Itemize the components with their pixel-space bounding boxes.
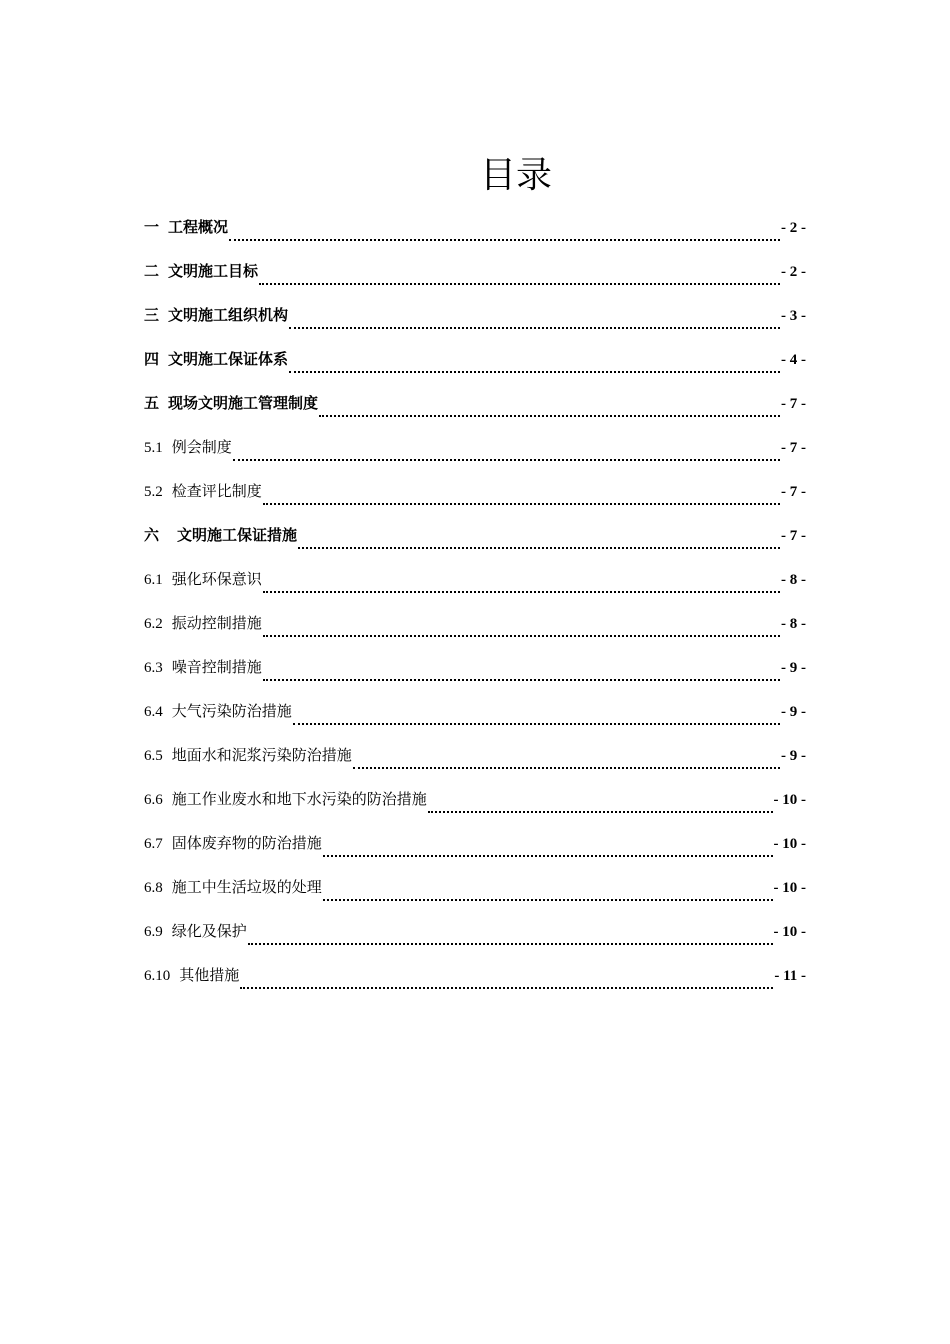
toc-page-number: - 7 - [781,528,806,544]
toc-entry-number: 6.3 [144,660,163,676]
toc-entry-text: 噪音控制措施 [171,660,262,676]
toc-entry-text: 施工作业废水和地下水污染的防治措施 [171,792,427,808]
toc-entry-number: 6.8 [144,880,163,896]
toc-entry[interactable] [144,656,806,700]
toc-page-number: - 4 - [781,352,806,368]
toc-entry-number: 6.2 [144,616,163,632]
toc-dot-leader [233,459,780,461]
toc-title: 目录 [479,155,552,197]
toc-page-number: - 10 - [773,924,806,940]
toc-entry[interactable] [144,700,806,744]
toc-dot-leader [248,943,773,945]
toc-entry-text: 固体废弃物的防治措施 [171,836,322,852]
toc-page-number: - 10 - [773,880,806,896]
toc-dot-leader [259,283,780,285]
toc-entry[interactable] [144,876,806,920]
toc-entry[interactable] [144,964,806,1008]
toc-entry[interactable] [144,260,806,304]
toc-list [144,216,806,1008]
toc-entry-number: 四 [144,352,160,368]
toc-entry[interactable] [144,392,806,436]
toc-entry-label [144,656,262,680]
toc-entry[interactable] [144,920,806,964]
toc-entry-text: 例会制度 [171,440,232,456]
toc-dot-leader [289,327,780,329]
toc-entry-text: 文明施工保证体系 [168,352,289,368]
toc-entry-label [144,964,239,988]
toc-entry-number: 六 [144,528,160,544]
toc-entry[interactable] [144,744,806,788]
toc-dot-leader [289,371,780,373]
toc-page-number: - 8 - [781,572,806,588]
toc-entry-text: 强化环保意识 [171,572,262,588]
toc-entry-text: 地面水和泥浆污染防治措施 [171,748,352,764]
toc-entry[interactable] [144,436,806,480]
toc-entry-number: 5.2 [144,484,163,500]
toc-dot-leader [428,811,773,813]
toc-entry-label [144,260,258,284]
toc-entry-number: 一 [144,220,160,236]
toc-entry[interactable] [144,348,806,392]
toc-entry[interactable] [144,304,806,348]
toc-page-number: - 11 - [774,968,806,984]
toc-entry[interactable] [144,568,806,612]
toc-entry-number: 三 [144,308,160,324]
toc-entry-label [144,920,247,944]
toc-page-number: - 7 - [781,396,806,412]
toc-entry-text: 绿化及保护 [171,924,247,940]
toc-dot-leader [298,547,780,549]
toc-entry-text: 振动控制措施 [171,616,262,632]
toc-dot-leader [263,503,780,505]
toc-entry-text: 工程概况 [168,220,229,236]
toc-entry-label [144,700,292,724]
toc-entry-number: 6.10 [144,968,171,984]
toc-dot-leader [263,591,780,593]
toc-entry[interactable] [144,216,806,260]
toc-page-number: - 7 - [781,484,806,500]
toc-dot-leader [323,855,773,857]
toc-page-number: - 8 - [781,616,806,632]
toc-entry-number: 6.9 [144,924,163,940]
toc-entry-number: 五 [144,396,160,412]
toc-dot-leader [323,899,773,901]
toc-dot-leader [293,723,780,725]
toc-entry-text: 文明施工组织机构 [168,308,289,324]
toc-dot-leader [353,767,780,769]
toc-entry-label [144,216,228,240]
toc-entry-text: 其他措施 [179,968,240,984]
toc-page-number: - 9 - [781,704,806,720]
toc-entry-label [144,392,318,416]
toc-dot-leader [229,239,780,241]
toc-entry-label [144,480,262,504]
toc-page-number: - 2 - [781,220,806,236]
toc-entry-label [144,832,322,856]
toc-entry-number: 6.4 [144,704,163,720]
toc-entry-label [144,744,352,768]
toc-entry-label [144,568,262,592]
toc-dot-leader [240,987,773,989]
toc-entry-number: 6.5 [144,748,163,764]
toc-entry-text: 现场文明施工管理制度 [168,396,319,412]
toc-entry-text: 大气污染防治措施 [171,704,292,720]
toc-entry[interactable] [144,832,806,876]
toc-entry-label [144,348,288,372]
toc-entry-number: 二 [144,264,160,280]
toc-entry-number: 6.6 [144,792,163,808]
toc-entry-text: 文明施工保证措施 [177,528,298,544]
toc-entry[interactable] [144,524,806,568]
toc-entry-number: 6.7 [144,836,163,852]
toc-entry-label [144,876,322,900]
toc-entry-label [144,304,288,328]
toc-page-number: - 10 - [773,792,806,808]
toc-dot-leader [319,415,780,417]
toc-entry-label [144,524,297,548]
toc-page-number: - 9 - [781,660,806,676]
toc-dot-leader [263,635,780,637]
toc-page-number: - 3 - [781,308,806,324]
toc-entry[interactable] [144,612,806,656]
toc-entry[interactable] [144,480,806,524]
toc-dot-leader [263,679,780,681]
toc-entry-label [144,612,262,636]
toc-page-number: - 2 - [781,264,806,280]
toc-page-number: - 9 - [781,748,806,764]
toc-entry-text: 检查评比制度 [171,484,262,500]
toc-entry-label [144,436,232,460]
toc-entry[interactable] [144,788,806,832]
toc-entry-text: 文明施工目标 [168,264,259,280]
toc-entry-number: 5.1 [144,440,163,456]
toc-page-number: - 10 - [773,836,806,852]
toc-entry-text: 施工中生活垃圾的处理 [171,880,322,896]
toc-page-number: - 7 - [781,440,806,456]
toc-entry-number: 6.1 [144,572,163,588]
toc-entry-label [144,788,427,812]
